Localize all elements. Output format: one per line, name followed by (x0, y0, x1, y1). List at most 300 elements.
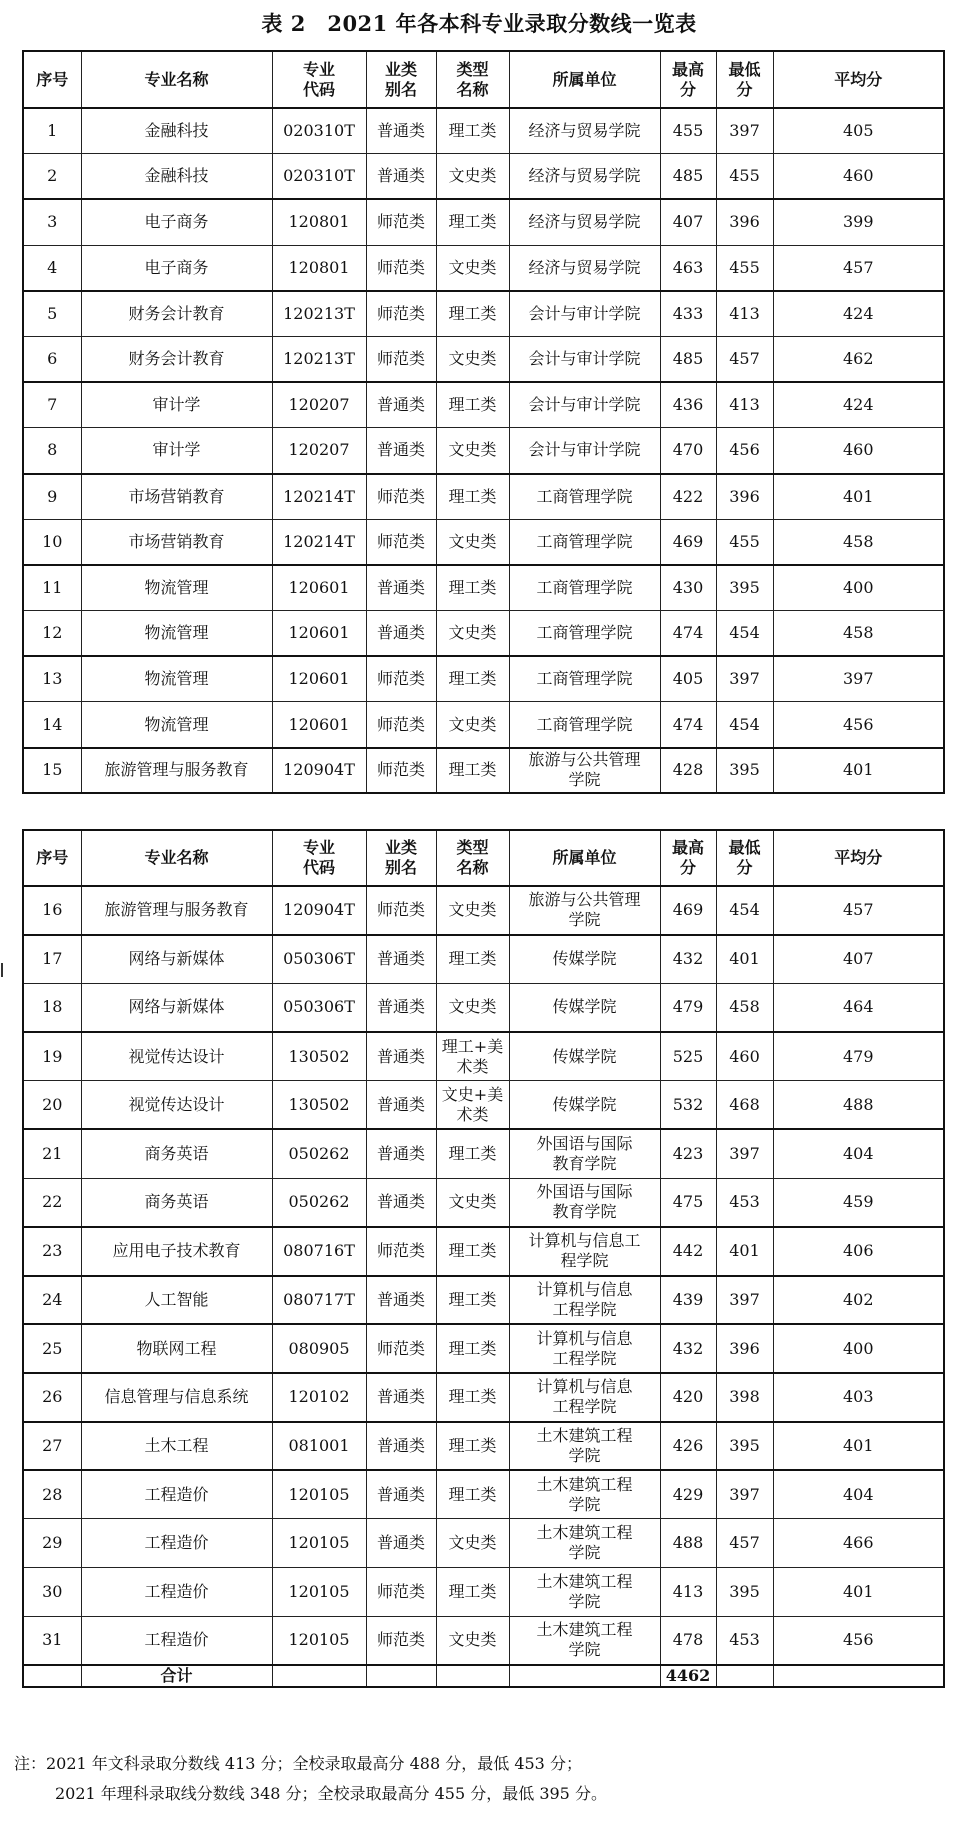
cell-max-score: 426 (660, 1422, 716, 1471)
cell-max-score: 463 (660, 245, 716, 291)
cell-avg-score: 403 (773, 1373, 944, 1422)
cell-major-name: 物流管理 (81, 656, 272, 702)
cell-major-name: 旅游管理与服务教育 (81, 748, 272, 794)
cell-no: 17 (23, 935, 81, 984)
header-unit: 所属单位 (509, 830, 660, 886)
table-row (23, 656, 944, 702)
cell-unit: 会计与审计学院 (509, 428, 660, 474)
cell-category: 师范类 (366, 886, 436, 935)
header-unit: 所属单位 (509, 51, 660, 108)
cell-type: 文史+美 术类 (436, 1081, 509, 1130)
cell-major-name: 土木工程 (81, 1422, 272, 1471)
cell-no: 27 (23, 1422, 81, 1471)
cell-max-score: 442 (660, 1227, 716, 1276)
cell-major-name: 人工智能 (81, 1276, 272, 1325)
cell-major-code: 120105 (272, 1616, 366, 1665)
cell-min-score: 413 (716, 382, 773, 428)
cell-max-score: 488 (660, 1519, 716, 1568)
table-row (23, 199, 944, 245)
cell-no: 6 (23, 336, 81, 382)
cell-major-name: 电子商务 (81, 199, 272, 245)
cell-type: 理工类 (436, 1470, 509, 1519)
cell-unit: 工商管理学院 (509, 656, 660, 702)
table-row (23, 1276, 944, 1325)
cell-type: 理工类 (436, 656, 509, 702)
table-row (23, 565, 944, 611)
cell-avg-score: 459 (773, 1178, 944, 1227)
cell-min-score: 395 (716, 1422, 773, 1471)
cell-type: 理工类 (436, 1324, 509, 1373)
cell-major-name: 视觉传达设计 (81, 1081, 272, 1130)
table-row (23, 748, 944, 794)
cell-major-name: 网络与新媒体 (81, 935, 272, 984)
cell-no: 21 (23, 1129, 81, 1178)
cell-category: 普通类 (366, 1081, 436, 1130)
cell-unit: 会计与审计学院 (509, 291, 660, 337)
cell-major-code: 120105 (272, 1470, 366, 1519)
cell-avg-score: 460 (773, 154, 944, 200)
table-row (23, 1032, 944, 1081)
cell-avg-score: 404 (773, 1129, 944, 1178)
cell-min-score: 396 (716, 199, 773, 245)
cell-max-score: 423 (660, 1129, 716, 1178)
cell-type: 文史类 (436, 702, 509, 748)
cell-min-score: 468 (716, 1081, 773, 1130)
cell-unit: 计算机与信息 工程学院 (509, 1373, 660, 1422)
cell-type: 文史类 (436, 1616, 509, 1665)
cell-unit: 计算机与信息 工程学院 (509, 1324, 660, 1373)
cell-no: 18 (23, 983, 81, 1032)
footnote-line-2: 2021 年理科录取线分数线 348 分；全校录取最高分 455 分，最低 395 分。 (55, 1784, 607, 1803)
header-row (23, 830, 944, 886)
cell-no: 24 (23, 1276, 81, 1325)
cell-type: 文史类 (436, 983, 509, 1032)
table-title: 表 2 2021 年各本科专业录取分数线一览表 (261, 11, 697, 36)
table-row (23, 1081, 944, 1130)
cell-avg-score: 466 (773, 1519, 944, 1568)
table-row (23, 1129, 944, 1178)
cell-type: 理工类 (436, 474, 509, 520)
cell-no: 16 (23, 886, 81, 935)
cell-type: 文史类 (436, 1178, 509, 1227)
cell-min-score: 455 (716, 154, 773, 200)
cell-major-name: 物联网工程 (81, 1324, 272, 1373)
cell-type: 文史类 (436, 154, 509, 200)
cell-major-name: 市场营销教育 (81, 474, 272, 520)
header-major-name: 专业名称 (81, 51, 272, 108)
cell-major-code: 120102 (272, 1373, 366, 1422)
cell-type: 理工类 (436, 1568, 509, 1617)
header-category: 业类 别名 (366, 830, 436, 886)
cell-max-score: 420 (660, 1373, 716, 1422)
cell-max-score: 485 (660, 154, 716, 200)
cell-min-score: 401 (716, 1227, 773, 1276)
cell-category: 师范类 (366, 519, 436, 565)
cell-category: 师范类 (366, 656, 436, 702)
cell-max-score: 429 (660, 1470, 716, 1519)
cell-min-score: 395 (716, 748, 773, 794)
cell-min-score: 397 (716, 656, 773, 702)
cell-major-code: 050306T (272, 935, 366, 984)
cell-avg-score: 458 (773, 519, 944, 565)
table-row (23, 935, 944, 984)
header-avg-score: 平均分 (773, 51, 944, 108)
cell-unit: 经济与贸易学院 (509, 154, 660, 200)
table-row (23, 108, 944, 154)
cell-min-score: 395 (716, 1568, 773, 1617)
cell-avg-score: 400 (773, 565, 944, 611)
table-row (23, 983, 944, 1032)
cell-min-score: 396 (716, 1324, 773, 1373)
admission-score-table-part-1 (22, 50, 945, 794)
cell-avg-score: 424 (773, 291, 944, 337)
cell-type: 理工类 (436, 1227, 509, 1276)
total-label: 合计 (81, 1665, 272, 1687)
table-row (23, 702, 944, 748)
cell-no: 30 (23, 1568, 81, 1617)
cell-type: 文史类 (436, 611, 509, 657)
cell-major-name: 信息管理与信息系统 (81, 1373, 272, 1422)
table-row (23, 474, 944, 520)
cell-max-score: 455 (660, 108, 716, 154)
cell-major-code: 120601 (272, 702, 366, 748)
cell-min-score: 454 (716, 886, 773, 935)
cell-major-code: 120213T (272, 336, 366, 382)
cell-unit: 传媒学院 (509, 1081, 660, 1130)
cell-max-score: 475 (660, 1178, 716, 1227)
cell-category: 普通类 (366, 428, 436, 474)
cell-no: 10 (23, 519, 81, 565)
cell-max-score: 479 (660, 983, 716, 1032)
cell-avg-score: 462 (773, 336, 944, 382)
cell-major-name: 审计学 (81, 428, 272, 474)
table-row (23, 1178, 944, 1227)
cell-major-code: 080905 (272, 1324, 366, 1373)
cell-type: 文史类 (436, 245, 509, 291)
cell-unit: 会计与审计学院 (509, 336, 660, 382)
cell-type: 文史类 (436, 519, 509, 565)
cell-avg-score: 479 (773, 1032, 944, 1081)
cell-max-score: 478 (660, 1616, 716, 1665)
cell-major-name: 财务会计教育 (81, 291, 272, 337)
cell-major-name: 工程造价 (81, 1519, 272, 1568)
cell-no: 2 (23, 154, 81, 200)
cell-max-score: 469 (660, 519, 716, 565)
cell-max-score: 436 (660, 382, 716, 428)
cell-no: 20 (23, 1081, 81, 1130)
header-no: 序号 (23, 830, 81, 886)
cell-type: 理工类 (436, 935, 509, 984)
cell-type: 理工类 (436, 1129, 509, 1178)
cell-category: 师范类 (366, 1616, 436, 1665)
cell-no: 15 (23, 748, 81, 794)
cell-type: 理工类 (436, 1422, 509, 1471)
cell-unit: 土木建筑工程 学院 (509, 1568, 660, 1617)
cell-major-code: 120801 (272, 245, 366, 291)
cell-min-score: 413 (716, 291, 773, 337)
cell-major-name: 物流管理 (81, 611, 272, 657)
cell-avg-score: 457 (773, 886, 944, 935)
cell-min-score: 454 (716, 702, 773, 748)
cell-category: 普通类 (366, 154, 436, 200)
cell-unit: 工商管理学院 (509, 519, 660, 565)
header-min-score: 最低 分 (716, 51, 773, 108)
table-row (23, 1568, 944, 1617)
cell-avg-score: 406 (773, 1227, 944, 1276)
cell-major-code: 050262 (272, 1129, 366, 1178)
cell-avg-score: 457 (773, 245, 944, 291)
cell-category: 普通类 (366, 935, 436, 984)
header-type: 类型 名称 (436, 51, 509, 108)
cell-max-score: 428 (660, 748, 716, 794)
table-row (23, 1422, 944, 1471)
cell-unit: 工商管理学院 (509, 702, 660, 748)
cell-category: 师范类 (366, 748, 436, 794)
cell-min-score: 454 (716, 611, 773, 657)
cell-type: 理工类 (436, 291, 509, 337)
cell-avg-score: 464 (773, 983, 944, 1032)
cell-major-name: 财务会计教育 (81, 336, 272, 382)
cell-major-name: 市场营销教育 (81, 519, 272, 565)
cell-avg-score: 404 (773, 1470, 944, 1519)
cell-major-code: 120601 (272, 656, 366, 702)
margin-mark (1, 963, 3, 977)
cell-max-score: 474 (660, 611, 716, 657)
cell-unit: 外国语与国际 教育学院 (509, 1129, 660, 1178)
cell-avg-score: 399 (773, 199, 944, 245)
table-row (23, 1470, 944, 1519)
cell-category: 师范类 (366, 702, 436, 748)
cell-no: 1 (23, 108, 81, 154)
cell-no: 29 (23, 1519, 81, 1568)
footnotes (14, 1749, 944, 1809)
cell-no: 8 (23, 428, 81, 474)
cell-max-score: 469 (660, 886, 716, 935)
cell-major-name: 物流管理 (81, 565, 272, 611)
cell-major-code: 080716T (272, 1227, 366, 1276)
cell-min-score: 453 (716, 1178, 773, 1227)
cell-no: 19 (23, 1032, 81, 1081)
cell-unit: 土木建筑工程 学院 (509, 1519, 660, 1568)
cell-major-code: 120213T (272, 291, 366, 337)
footnote-line-1: 注：2021 年文科录取分数线 413 分；全校录取最高分 488 分，最低 453 分； (14, 1754, 582, 1773)
cell-avg-score: 401 (773, 1422, 944, 1471)
header-major-code: 专业 代码 (272, 830, 366, 886)
cell-min-score: 397 (716, 108, 773, 154)
cell-type: 理工类 (436, 382, 509, 428)
cell-major-code: 120904T (272, 886, 366, 935)
header-major-code: 专业 代码 (272, 51, 366, 108)
cell-avg-score: 401 (773, 474, 944, 520)
cell-type: 理工类 (436, 748, 509, 794)
table-row (23, 1373, 944, 1422)
table-row (23, 382, 944, 428)
cell-type: 理工类 (436, 565, 509, 611)
cell-type: 理工+美 术类 (436, 1032, 509, 1081)
cell-avg-score: 488 (773, 1081, 944, 1130)
table-row (23, 1324, 944, 1373)
cell-major-code: 050262 (272, 1178, 366, 1227)
cell-no: 28 (23, 1470, 81, 1519)
header-no: 序号 (23, 51, 81, 108)
cell-type: 文史类 (436, 428, 509, 474)
cell-min-score: 457 (716, 1519, 773, 1568)
cell-unit: 外国语与国际 教育学院 (509, 1178, 660, 1227)
cell-min-score: 397 (716, 1276, 773, 1325)
cell-no: 26 (23, 1373, 81, 1422)
cell-category: 普通类 (366, 1470, 436, 1519)
cell-major-name: 物流管理 (81, 702, 272, 748)
cell-avg-score: 405 (773, 108, 944, 154)
cell-avg-score: 456 (773, 1616, 944, 1665)
cell-unit: 经济与贸易学院 (509, 108, 660, 154)
table-row (23, 886, 944, 935)
table-row (23, 519, 944, 565)
header-major-name: 专业名称 (81, 830, 272, 886)
cell-category: 师范类 (366, 474, 436, 520)
cell-unit: 经济与贸易学院 (509, 199, 660, 245)
cell-category: 师范类 (366, 245, 436, 291)
cell-max-score: 470 (660, 428, 716, 474)
cell-max-score: 422 (660, 474, 716, 520)
cell-major-code: 120214T (272, 474, 366, 520)
cell-type: 文史类 (436, 886, 509, 935)
cell-type: 理工类 (436, 108, 509, 154)
cell-category: 师范类 (366, 1568, 436, 1617)
cell-category: 师范类 (366, 1324, 436, 1373)
cell-min-score: 457 (716, 336, 773, 382)
cell-no: 7 (23, 382, 81, 428)
cell-category: 普通类 (366, 1373, 436, 1422)
cell-category: 师范类 (366, 199, 436, 245)
cell-min-score: 456 (716, 428, 773, 474)
cell-unit: 土木建筑工程 学院 (509, 1422, 660, 1471)
cell-major-name: 金融科技 (81, 108, 272, 154)
cell-major-code: 120105 (272, 1568, 366, 1617)
cell-major-name: 工程造价 (81, 1568, 272, 1617)
cell-min-score: 458 (716, 983, 773, 1032)
cell-min-score: 455 (716, 245, 773, 291)
cell-category: 师范类 (366, 1227, 436, 1276)
cell-min-score: 460 (716, 1032, 773, 1081)
cell-avg-score: 397 (773, 656, 944, 702)
cell-category: 普通类 (366, 1276, 436, 1325)
cell-no: 11 (23, 565, 81, 611)
cell-no: 12 (23, 611, 81, 657)
cell-type: 理工类 (436, 1276, 509, 1325)
cell-category: 普通类 (366, 108, 436, 154)
cell-unit: 旅游与公共管理 学院 (509, 886, 660, 935)
cell-max-score: 432 (660, 1324, 716, 1373)
cell-avg-score: 460 (773, 428, 944, 474)
cell-max-score: 407 (660, 199, 716, 245)
cell-avg-score: 424 (773, 382, 944, 428)
table-row (23, 428, 944, 474)
cell-category: 普通类 (366, 611, 436, 657)
cell-unit: 土木建筑工程 学院 (509, 1470, 660, 1519)
header-min-score: 最低 分 (716, 830, 773, 886)
cell-min-score: 401 (716, 935, 773, 984)
cell-no: 25 (23, 1324, 81, 1373)
header-avg-score: 平均分 (773, 830, 944, 886)
table-row (23, 1519, 944, 1568)
cell-major-name: 电子商务 (81, 245, 272, 291)
cell-type: 文史类 (436, 336, 509, 382)
total-cell-empty (23, 1665, 81, 1687)
cell-major-name: 应用电子技术教育 (81, 1227, 272, 1276)
cell-avg-score: 456 (773, 702, 944, 748)
cell-max-score: 525 (660, 1032, 716, 1081)
table-row (23, 611, 944, 657)
table-row (23, 245, 944, 291)
cell-major-name: 视觉传达设计 (81, 1032, 272, 1081)
cell-no: 3 (23, 199, 81, 245)
cell-avg-score: 401 (773, 1568, 944, 1617)
cell-max-score: 474 (660, 702, 716, 748)
cell-avg-score: 400 (773, 1324, 944, 1373)
cell-unit: 工商管理学院 (509, 565, 660, 611)
table-row (23, 154, 944, 200)
cell-unit: 传媒学院 (509, 1032, 660, 1081)
cell-max-score: 413 (660, 1568, 716, 1617)
cell-category: 普通类 (366, 565, 436, 611)
cell-category: 普通类 (366, 382, 436, 428)
cell-major-code: 050306T (272, 983, 366, 1032)
cell-category: 普通类 (366, 1422, 436, 1471)
cell-unit: 土木建筑工程 学院 (509, 1616, 660, 1665)
header-category: 业类 别名 (366, 51, 436, 108)
cell-max-score: 439 (660, 1276, 716, 1325)
cell-major-name: 工程造价 (81, 1616, 272, 1665)
cell-category: 普通类 (366, 1032, 436, 1081)
cell-max-score: 485 (660, 336, 716, 382)
cell-min-score: 397 (716, 1470, 773, 1519)
cell-max-score: 433 (660, 291, 716, 337)
cell-major-code: 120207 (272, 428, 366, 474)
header-max-score: 最高 分 (660, 830, 716, 886)
cell-no: 23 (23, 1227, 81, 1276)
cell-avg-score: 407 (773, 935, 944, 984)
cell-no: 4 (23, 245, 81, 291)
cell-unit: 经济与贸易学院 (509, 245, 660, 291)
cell-avg-score: 458 (773, 611, 944, 657)
cell-category: 普通类 (366, 1178, 436, 1227)
cell-no: 31 (23, 1616, 81, 1665)
cell-major-code: 130502 (272, 1081, 366, 1130)
cell-major-name: 金融科技 (81, 154, 272, 200)
cell-unit: 工商管理学院 (509, 474, 660, 520)
header-max-score: 最高 分 (660, 51, 716, 108)
cell-major-code: 120601 (272, 611, 366, 657)
cell-major-code: 120601 (272, 565, 366, 611)
cell-no: 5 (23, 291, 81, 337)
cell-unit: 计算机与信息 工程学院 (509, 1276, 660, 1325)
cell-max-score: 430 (660, 565, 716, 611)
cell-major-name: 工程造价 (81, 1470, 272, 1519)
cell-category: 普通类 (366, 1129, 436, 1178)
cell-min-score: 397 (716, 1129, 773, 1178)
cell-major-code: 120105 (272, 1519, 366, 1568)
cell-unit: 传媒学院 (509, 935, 660, 984)
cell-major-name: 旅游管理与服务教育 (81, 886, 272, 935)
cell-major-name: 网络与新媒体 (81, 983, 272, 1032)
cell-unit: 工商管理学院 (509, 611, 660, 657)
cell-major-code: 120207 (272, 382, 366, 428)
cell-type: 文史类 (436, 1519, 509, 1568)
cell-major-code: 120801 (272, 199, 366, 245)
cell-major-code: 080717T (272, 1276, 366, 1325)
cell-category: 普通类 (366, 983, 436, 1032)
